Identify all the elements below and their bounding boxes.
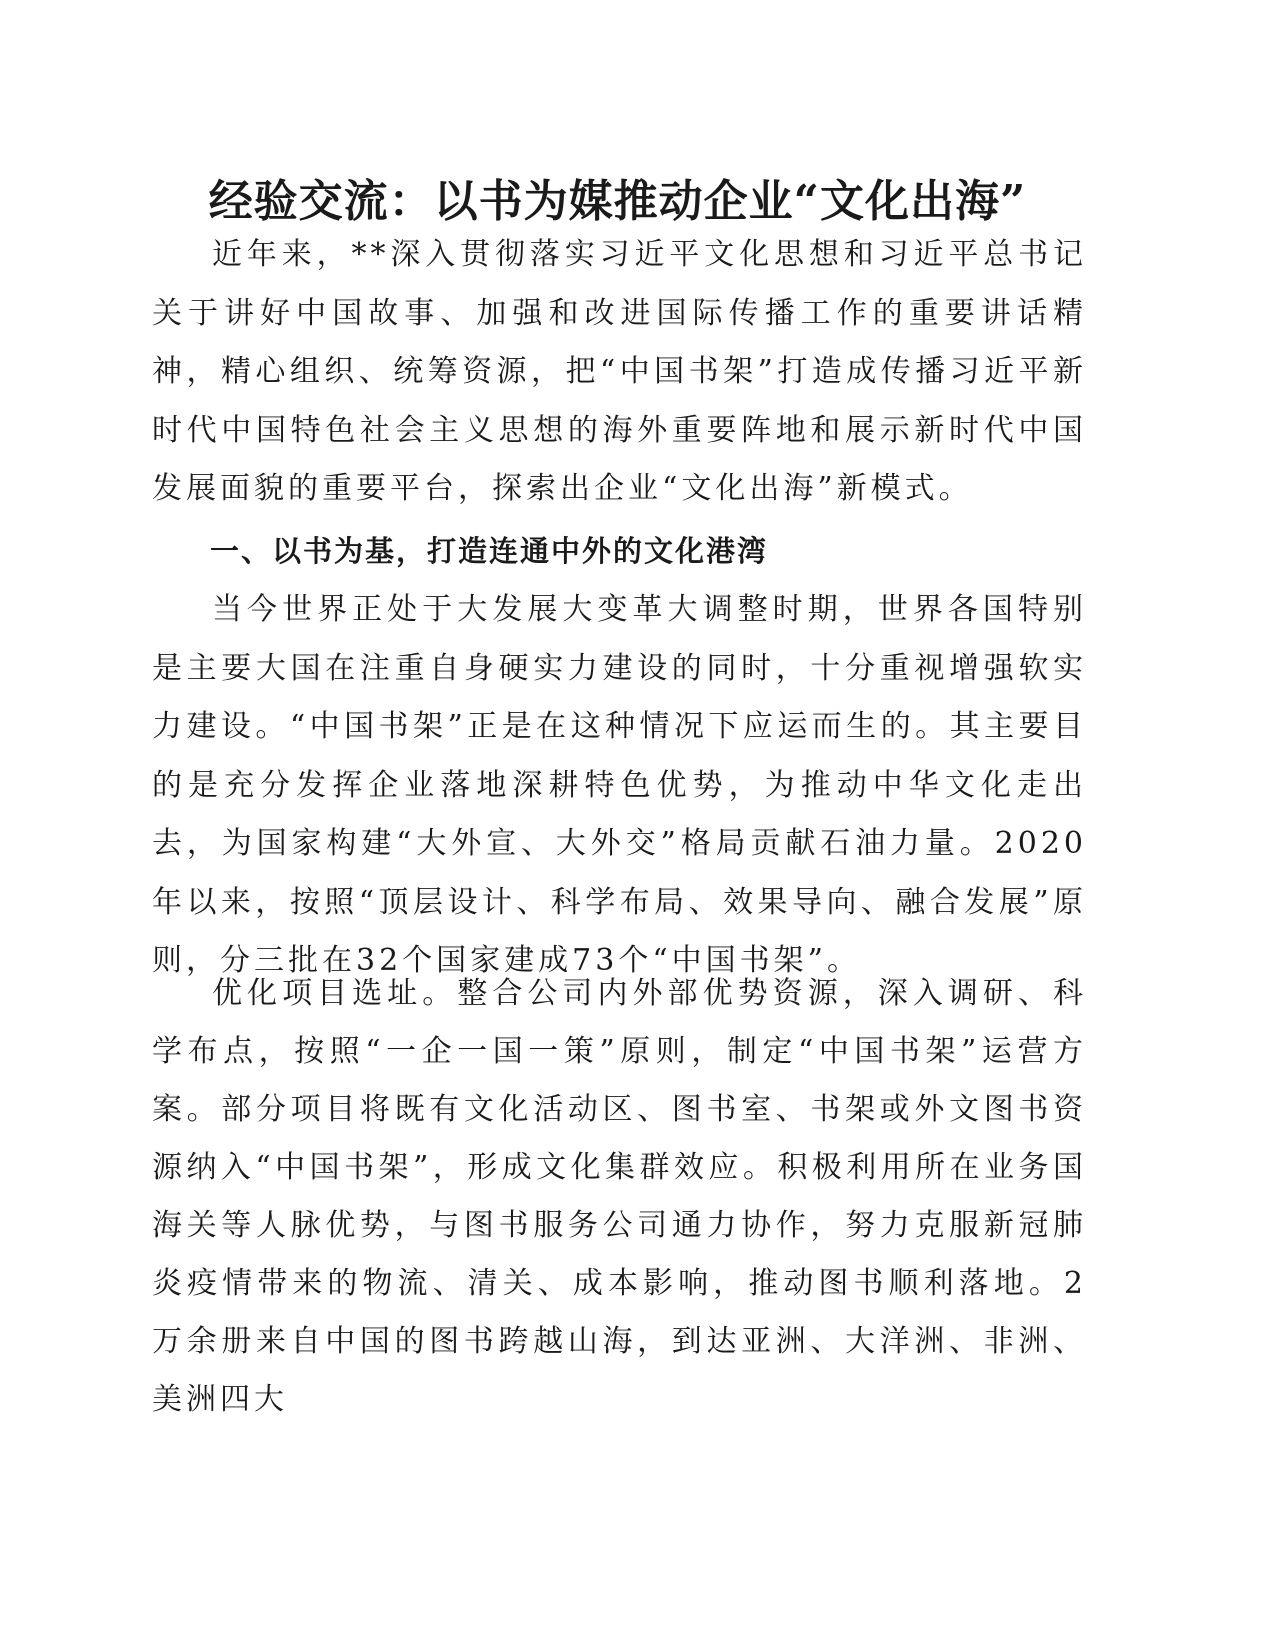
paragraph-intro: 近年来，**深入贯彻落实习近平文化思想和习近平总书记关于讲好中国故事、加强和改进国际传播工作的重要讲话精神，精心组织、统筹资源，把“中国书架”打造成传播习近平新时代中国特色社会主义思想的海外重要阵地和展示新时代中国发展面貌的重要平台，探索出企业“文化出海”新模式。 bbox=[152, 237, 1087, 506]
paragraph-site-selection-block bbox=[152, 965, 1087, 1429]
paragraph-context-block bbox=[152, 581, 1087, 991]
section-heading-1: 一、以书为基，打造连通中外的文化港湾 bbox=[210, 534, 769, 568]
document-title: 经验交流：以书为媒推动企业“文化出海” bbox=[208, 176, 1027, 227]
paragraph-context: 当今世界正处于大发展大变革大调整时期，世界各国特别是主要大国在注重自身硬实力建设的同时，十分重视增强软实力建设。“中国书架”正是在这种情况下应运而生的。其主要目的是充分发挥企业落地深耕特色优势，为推动中华文化走出去，为国家构建“大外宣、大外交”格局贡献石油力量。2020年以来，按照“顶层设计、科学布局、效果导向、融合发展”原则，分三批在32个国家建成73个“中国书架”。 bbox=[152, 592, 1087, 978]
paragraph-intro-block bbox=[152, 226, 1087, 519]
section-heading-block bbox=[152, 522, 1087, 580]
paragraph-site-selection: 优化项目选址。整合公司内外部优势资源，深入调研、科学布点，按照“一企一国一策”原则，制定“中国书架”运营方案。部分项目将既有文化活动区、图书室、书架或外文图书资源纳入“中国书架”，形成文化集群效应。积极利用所在业务国海关等人脉优势，与图书服务公司通力协作，努力克服新冠肺炎疫情带来的物流、清关、成本影响，推动图书顺利落地。2万余册来自中国的图书跨越山海，到达亚洲、大洋洲、非洲、美洲四大 bbox=[152, 976, 1087, 1417]
